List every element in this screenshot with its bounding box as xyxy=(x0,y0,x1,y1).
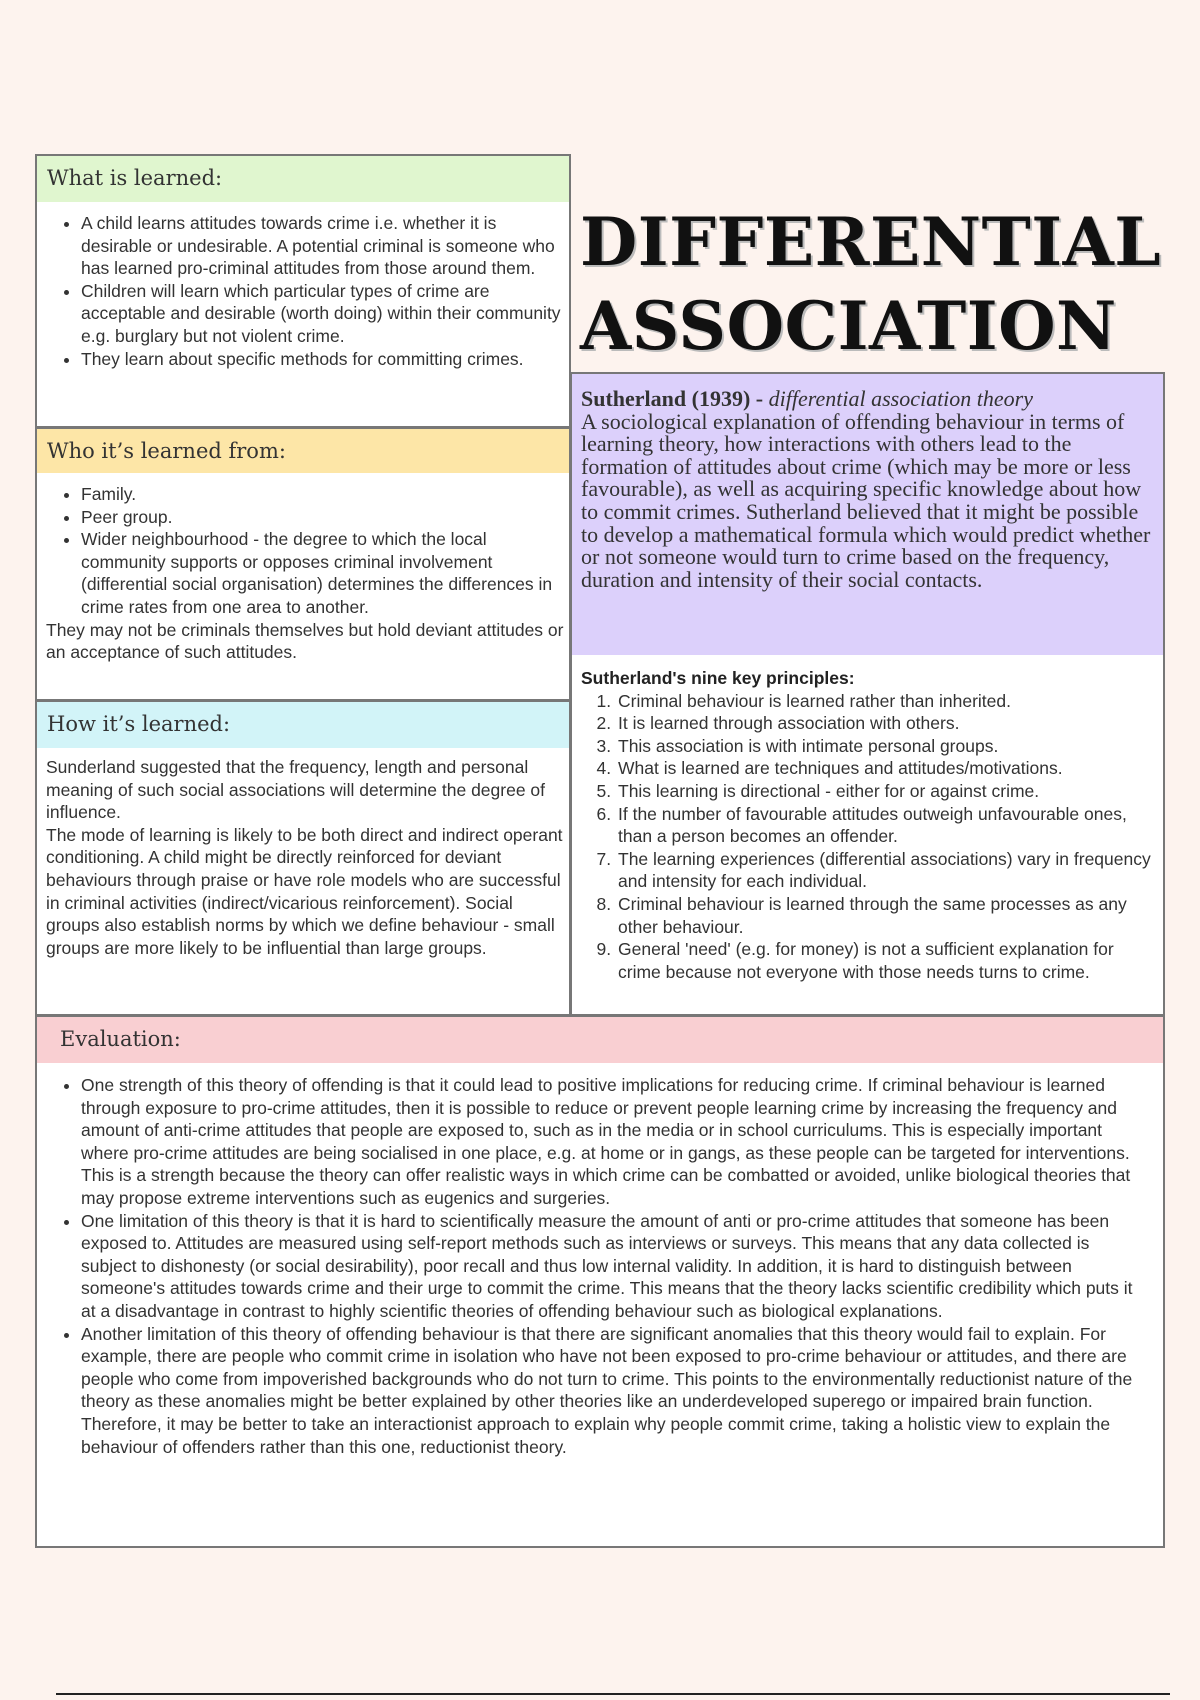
list-item: 4. What is learned are techniques and attitudes/motivations. xyxy=(616,757,1155,780)
sutherland-theory-name: differential association theory xyxy=(768,386,1034,411)
list-item: 3. This association is with intimate personal groups. xyxy=(616,735,1155,758)
what-is-learned-list xyxy=(37,212,569,370)
page-title xyxy=(580,200,1180,368)
list-item: • Family. xyxy=(81,483,569,506)
sutherland-title: Sutherland (1939) - xyxy=(581,386,769,411)
what-is-learned-content xyxy=(35,202,571,428)
sutherland-body: A sociological explanation of offending behaviour in terms of learning theory, how interactions with others lead to the formation of attitudes about crime (which may be more or less favourable), as well as acquiring specific knowledge about how to commit crimes. Sutherland believed that it might be possible to develop a mathematical formula which would predict whether or not someone would turn to crime based on the frequency, duration and intensity of their social contacts. xyxy=(581,408,1151,592)
list-item: • They learn about specific methods for committing crimes. xyxy=(81,348,569,371)
how-learned-paragraph: The mode of learning is likely to be both direct and indirect operant conditioning. A child might be directly reinforced for deviant behaviours through praise or have role models who are successful in criminal activities (indirect/vicarious reinforcement). Social groups also establish norms by which we define behaviour - small groups are more likely to be influential than large groups. xyxy=(46,824,563,958)
list-item: 9. General 'need' (e.g. for money) is not a sufficient explanation for crime because not everyone with those needs turns to crime. xyxy=(616,938,1155,983)
principles-heading: Sutherland's nine key principles: xyxy=(581,668,855,688)
list-item: 5. This learning is directional - either for or against crime. xyxy=(616,780,1155,803)
list-item: • Peer group. xyxy=(81,506,569,529)
list-item: 6. If the number of favourable attitudes outweigh unfavourable ones, than a person becomes an offender. xyxy=(616,803,1155,848)
how-learned-content xyxy=(35,748,571,1016)
title-line: DIFFERENTIAL xyxy=(580,203,1162,281)
principles-box xyxy=(570,655,1165,1016)
sutherland-summary-box xyxy=(570,372,1165,657)
how-learned-paragraph: Sunderland suggested that the frequency, length and personal meaning of such social associations will determine the degree of influence. xyxy=(46,757,546,823)
bottom-divider xyxy=(56,1693,1170,1695)
evaluation-heading: Evaluation: xyxy=(35,1015,1165,1065)
list-item: • One limitation of this theory is that it is hard to scientifically measure the amount of anti or pro-crime attitudes that someone has been exposed to. Attitudes are measured using self-report methods such as interviews or surveys. This means that any data collected is subject to dishonesty (or social desirability), poor recall and thus low internal validity. In addition, it is hard to distinguish between someone's attitudes towards crime and their urge to commit the crime. This means that the theory lacks scientific credibility which puts it at a disadvantage in contrast to highly scientific theories of offending behaviour such as biological explanations. xyxy=(81,1210,1149,1323)
list-item: 8. Criminal behaviour is learned through the same processes as any other behaviour. xyxy=(616,893,1155,938)
list-item: • Wider neighbourhood - the degree to which the local community supports or opposes criminal involvement (differential social organisation) determines the differences in crime rates from one area to another. xyxy=(81,528,569,618)
how-learned-heading: How it’s learned: xyxy=(35,700,571,750)
who-learned-from-content xyxy=(35,473,571,701)
list-item: • Another limitation of this theory of offending behaviour is that there are significant anomalies that this theory would fail to explain. For example, there are people who commit crime in isolation who have not been exposed to pro-crime behaviour or attitudes, and there are people who come from impoverished backgrounds who do not turn to crime. This points to the environmentally reductionist nature of the theory as these anomalies might be better explained by other theories like an underdeveloped superego or impaired brain function. Therefore, it may be better to take an interactionist approach to explain why people commit crime, taking a holistic view to explain the behaviour of offenders rather than this one, reductionist theory. xyxy=(81,1323,1149,1459)
list-item: • Children will learn which particular types of crime are acceptable and desirable (worth doing) within their community e.g. burglary but not violent crime. xyxy=(81,280,569,348)
evaluation-list xyxy=(37,1074,1149,1458)
evaluation-content xyxy=(35,1063,1165,1548)
what-is-learned-heading: What is learned: xyxy=(35,154,571,204)
title-line: ASSOCIATION xyxy=(580,287,1117,365)
sutherland-heading xyxy=(581,388,1155,411)
list-item: • A child learns attitudes towards crime i.e. whether it is desirable or undesirable. A potential criminal is someone who has learned pro-criminal attitudes from those around them. xyxy=(81,212,569,280)
list-item: 7. The learning experiences (differential associations) vary in frequency and intensity for each individual. xyxy=(616,848,1155,893)
principles-list xyxy=(581,690,1155,984)
who-learned-from-heading: Who it’s learned from: xyxy=(35,427,571,475)
list-item: 2. It is learned through association with others. xyxy=(616,712,1155,735)
who-learned-from-note: They may not be criminals themselves but hold deviant attitudes or an acceptance of such attitudes. xyxy=(46,619,564,663)
who-learned-from-list xyxy=(37,483,569,619)
list-item: 1. Criminal behaviour is learned rather than inherited. xyxy=(616,690,1155,713)
list-item: • One strength of this theory of offending is that it could lead to positive implications for reducing crime. If criminal behaviour is learned through exposure to pro-crime attitudes, then it is possible to reduce or prevent people learning crime by increasing the frequency and amount of anti-crime attitudes that people are exposed to, such as in the media or in school curriculums. This is especially important where pro-crime attitudes are being socialised in one place, e.g. at home or in gangs, as these people can be targeted for interventions. This is a strength because the theory can offer realistic ways in which crime can be combatted or avoided, unlike biological theories that may propose extreme interventions such as eugenics and surgeries. xyxy=(81,1074,1149,1210)
